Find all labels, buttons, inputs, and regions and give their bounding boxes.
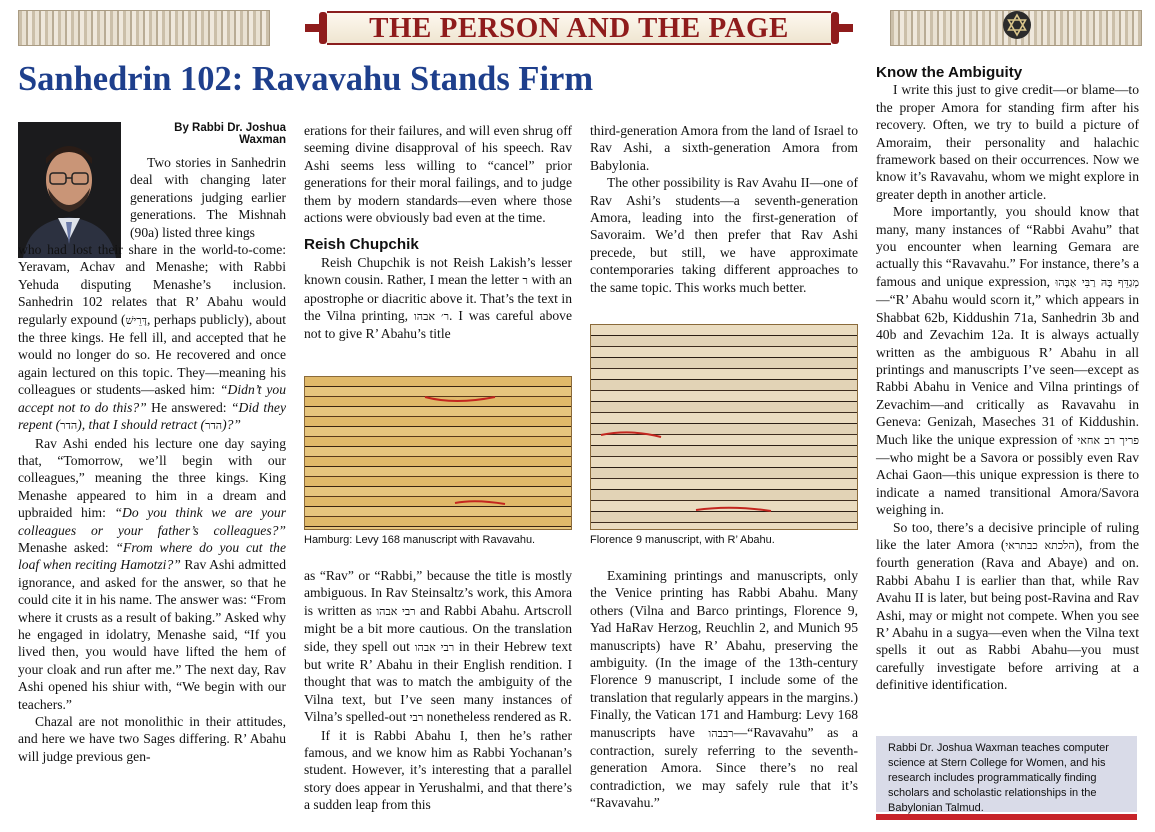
col2-continuation: erations for their failures, and will even shrug off seeming divine disapproval of his speech. Rav Ashi seems less willing to “cancel” prior generations for their moral failings, and to judge them by modern standards—even where those actions were obviously bad even at the time. (304, 123, 572, 226)
subhead-know-the-ambiguity: Know the Ambiguity (876, 64, 1023, 81)
col2-paragraph-1: Reish Chupchik is not Reish Lakish’s lesser known cousin. Rather, I mean the letter ר with an apostrophe or diacritic above it. That’s the text in the Vilna printing, ר׳ אבהו. I was careful above not to give R’ Abahu’s title (304, 254, 572, 342)
hamburg-manuscript-image (304, 376, 572, 530)
col1-paragraph-1: who had lost their share in the world-to-come: Yeravam, Achav and Menashe; with Rabbi Yehuda disputing Menashe’s inclusion. Sanhedrin 102 relates that R’ Abahu would regularly expound (דָּרֵישׁ, perhaps publicly), about the three kings. He fell ill, and accepted that he would no longer do so. He recovered and once again lectured on this topic. They—meaning his colleagues or students—asked him: “Didn’t you accept not to do this?” He answered: “Did they repent (הדר), that I should retract (הדר)?” (18, 242, 286, 433)
col1-paragraph-1-wrapped: Two stories in Sanhedrin deal with changing later generations judging earlier generations. The Mishnah (90a) listed three kings (130, 155, 286, 240)
section-title: THE PERSON AND THE PAGE (369, 11, 789, 44)
col2-paragraph-2: as “Rav” or “Rabbi,” because the title is mostly ambiguous. In Rav Steinsaltz’s work, this Amora is written as רבי אבהו and Rabbi Abahu. Artscroll might be a bit more cautious. On the translation side, they spell out רבי אבהו in their Hebrew text but write R’ Abahu in their English rendition. I thought that was to match the ambiguity of the Vilna text, but I’ve seen many instances of Vilna’s spelled-out רבי nonetheless rendered as R. (304, 568, 573, 725)
florence-caption: Florence 9 manuscript, with R’ Abahu. (590, 534, 775, 546)
col3-paragraph-1: The other possibility is Rav Avahu II—one of Rav Ashi’s students—a seventh-generation Amora, leading into the first-generation of Savoraim. We’d then prefer that Rav Ashi precede, but still, we have approximate contemporaries taking different approaches to the same topic. This works much better. (590, 175, 858, 295)
column-1 (18, 140, 286, 765)
florence-manuscript-image (590, 324, 858, 530)
col1-paragraph-3: Chazal are not monolithic in their attitudes, and here we have two Sages differing. R’ Abahu will judge previous gen- (18, 714, 286, 764)
scroll-rod-left (305, 8, 327, 48)
column-2 (304, 122, 572, 343)
byline: By Rabbi Dr. Joshua Waxman (174, 122, 286, 146)
col2-paragraph-3: If it is Rabbi Abahu I, then he’s rather famous, and we know him as Rabbi Yochanan’s student. However, it’s interesting that a parallel story does appear in Yerushalmi, and that there’s a sudden leap from this (304, 727, 572, 813)
column-2-lower (304, 567, 572, 814)
hamburg-caption: Hamburg: Levy 168 manuscript with Ravavahu. (304, 534, 536, 546)
col1-paragraph-2: Rav Ashi ended his lecture one day saying that, “Tomorrow, we’ll begin with our colleagues,” meaning the three kings. King Menashe appeared to him in a dream and upbraided him: “Do you think we are your colleagues or your father’s colleagues?” Menashe asked: “From where do you cut the loaf when reciting Hamotzi?” Rav Ashi admitted ignorance, and asked for the answer, so that he could cite it in his name. The answer was: “From where it crusts as a result of baking.” Asked why he engaged in idolatry, Menashe said, “If you lived then, you would have lifted the hem of your cloak and run after me.” The next day, Rav Ashi opened his shiur with, “We begin with our teachers.” (18, 435, 286, 712)
bio-accent-bar (876, 814, 1137, 820)
column-3 (590, 122, 858, 296)
banner-decoration-left (18, 10, 270, 46)
col4-paragraph-1: I write this just to give credit—or blame—to the proper Amora for standing firm after his recovery. Often, we try to build a picture of Amoraim, their personality and halachic framework based on their occurrences. Now we know it’s Ravavahu, whom we might explore in greater depth in another article. (876, 82, 1139, 202)
author-bio: Rabbi Dr. Joshua Waxman teaches computer science at Stern College for Women, and his research includes programmatically finding scholars and scholastic relationships in the Babylonian Talmud. (876, 736, 1137, 812)
col3-paragraph-2: Examining printings and manuscripts, only the Venice printing has Rabbi Abahu. Many others (Vilna and Barco printings, Florence 9, Yad HaRav Herzog, Reuchlin 2, and Munich 95 manuscripts) have R’ Abahu, preserving the ambiguity. (In the image of the 13th-century Florence 9 manuscript, I include some of the translation that regularly appears in the margins.) Finally, the Vatican 171 and Hamburg: Levy 168 manuscripts have רבבהו—“Ravavahu” as a contraction, surely referring to the seventh-generation Amora. Since there’s no real contradiction, we may safely rule that it’s “Ravavahu.” (590, 568, 859, 811)
section-banner (305, 8, 853, 48)
col4-paragraph-3: So too, there’s a decisive principle of ruling like the later Amora (הלכתא כבתראי), from the fourth generation (Rava and Abaye) and on. Rabbi Abahu I is earlier than that, while Rav Avahu II is later, but being post-Ravina and Rav Ashi, may or might not compete. When you see R’ Abahu in a sugya—even when the Vilna text spells it out as Rabbi Abahu—you must carefully investigate before arriving at a definitive identification. (876, 519, 1139, 693)
column-4 (876, 64, 1139, 694)
scroll-rod-right (831, 8, 853, 48)
headline: Sanhedrin 102: Ravavahu Stands Firm (18, 60, 594, 98)
column-3-lower (590, 567, 858, 812)
star-of-david-icon (1002, 10, 1032, 40)
subhead-reish-chupchik: Reish Chupchik (304, 236, 419, 254)
col4-paragraph-2: More importantly, you should know that many, many instances of “Rabbi Avahu” that you encounter when learning Gemara are actually this “Ravavahu.” For instance, there’s a famous and unique expression, מְגַדֵּף בָּהּ רַבִּי אַבָּהוּ—“R’ Abahu would scorn it,” which appears in Shabbat 62b, Kiddushin 71a, Sanhedrin 3b and 40b and Zevachim 12a. It is always actually written as the ambiguous R’ Abahu in all printings and manuscripts I’ve seen—except as Rabbi Abahu in Venice and Vilna printings of Zevachim—and critically as Ravavahu in Geneva: Genizah, Maseches 31 of Kiddushin. Much like the unique expression of פריך רב אחאי—who might be a Savora or possibly even Rav Achai Gaon—this unique expression is there to indicate a named transitional Amora/Savora weighing in. (876, 204, 1139, 518)
col3-continuation: third-generation Amora from the land of Israel to Rav Ashi, a sixth-generation Amora from Babylonia. (590, 123, 858, 173)
